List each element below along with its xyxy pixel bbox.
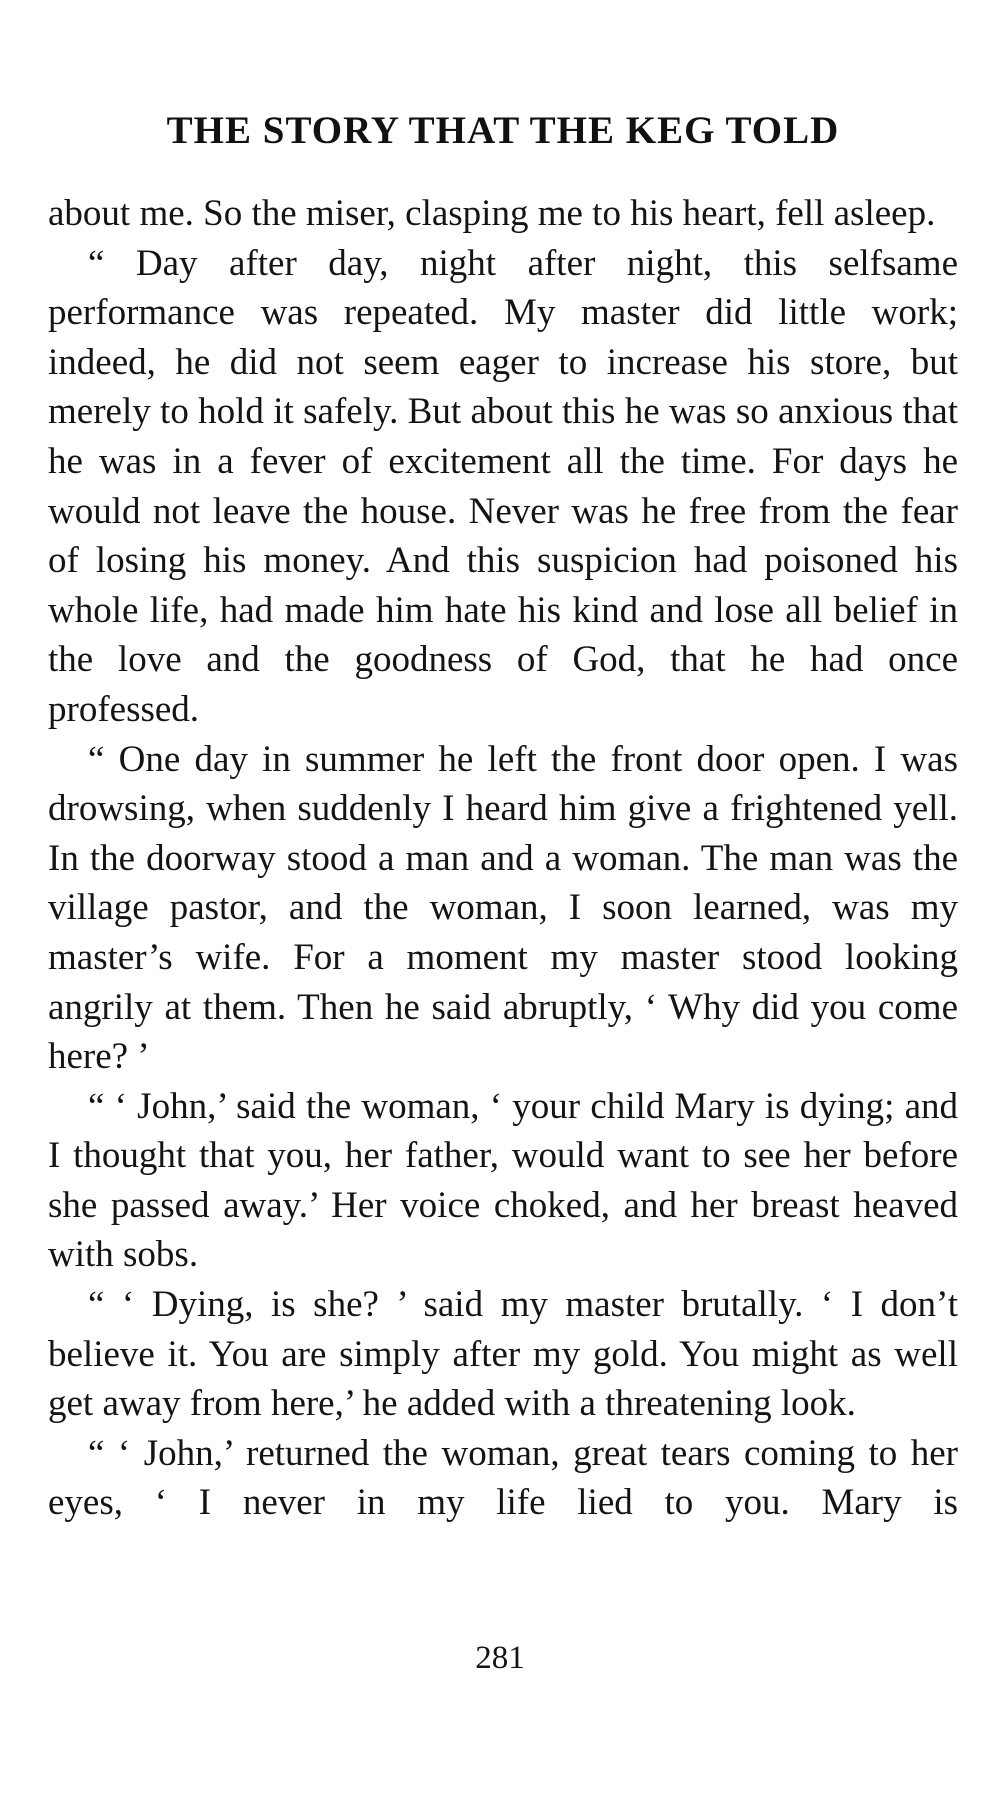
paragraph: “ ‘ Dying, is she? ’ said my master brutally. ‘ I don’t believe it. You are simply after my gold. You might as well get away from here,’ he added with a threatening look. xyxy=(48,1284,958,1425)
paragraph: “ Day after day, night after night, this selfsame performance was repeated. My master did little work; indeed, he did not seem eager to increase his store, but merely to hold it safely. But about this he was so anxious that he was in a fever of excitement all the time. For days he would not leave the house. Never was he free from the fear of losing his money. And this suspicion had poisoned his whole life, had made him hate his kind and lose all belief in the love and the goodness of God, that he had once professed. xyxy=(48,242,958,730)
paragraph: “ One day in summer he left the front door open. I was drowsing, when suddenly I heard him give a frightened yell. In the doorway stood a man and a woman. The man was the village pastor, and the woman, I soon learned, was my master’s wife. For a moment my master stood looking angrily at them. Then he said abruptly, ‘ Why did you come here? ’ xyxy=(48,738,958,1078)
paragraph: “ ‘ John,’ said the woman, ‘ your child Mary is dying; and I thought that you, her father, would want to see her before she passed away.’ Her voice choked, and her breast heaved with sobs. xyxy=(48,1085,958,1276)
body-text xyxy=(48,189,958,1528)
paragraph: “ ‘ John,’ returned the woman, great tears coming to her eyes, ‘ I never in my life lied to you. Mary is xyxy=(48,1432,958,1524)
page-number: 281 xyxy=(475,1640,525,1676)
running-head: THE STORY THAT THE KEG TOLD xyxy=(166,109,840,152)
paragraph: about me. So the miser, clasping me to his heart, fell asleep. xyxy=(48,193,936,234)
